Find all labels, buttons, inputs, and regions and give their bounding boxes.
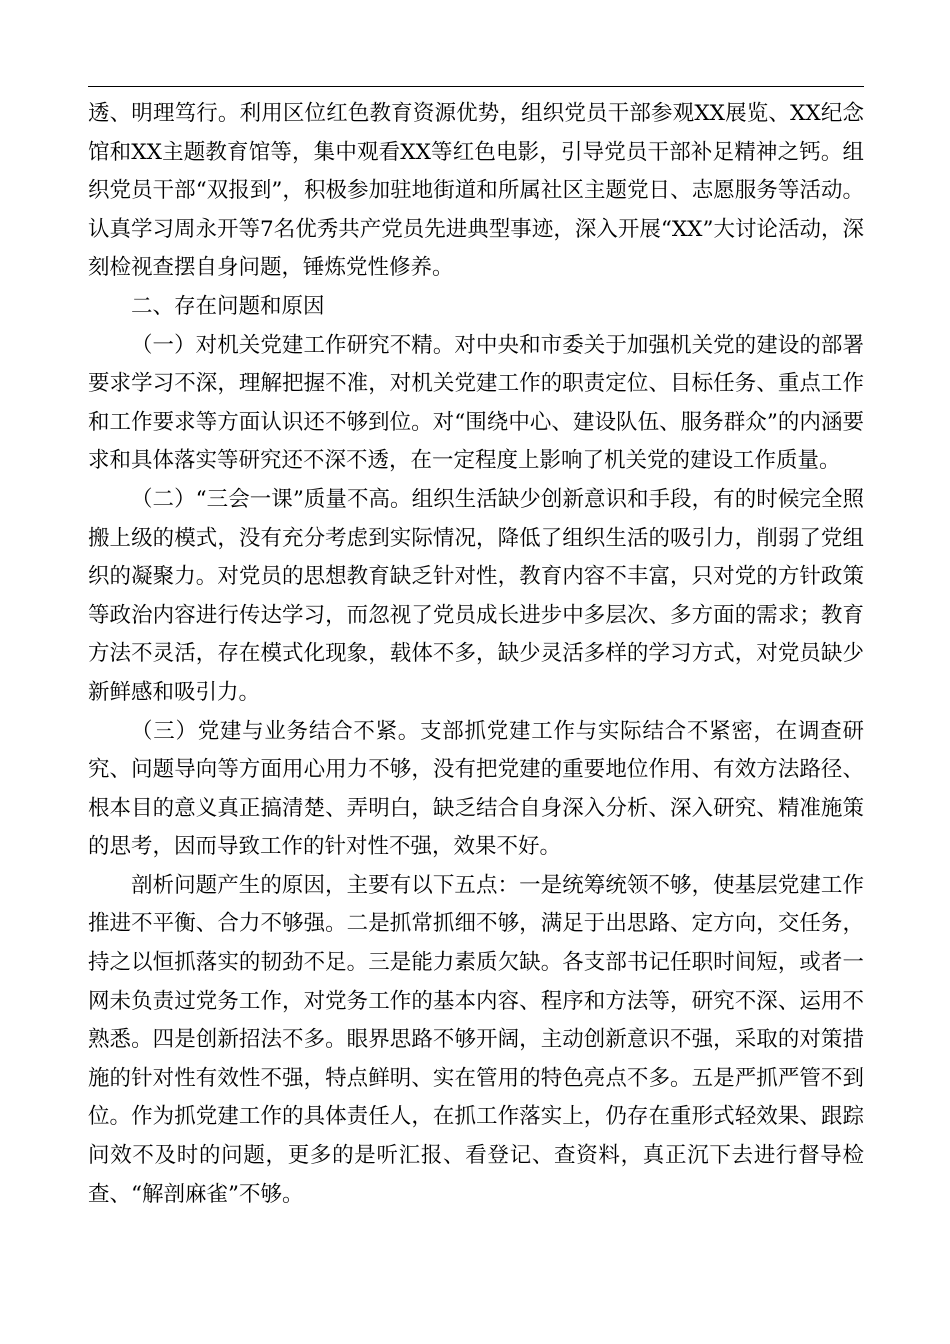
paragraph-problem-3: （三）党建与业务结合不紧。支部抓党建工作与实际结合不紧密，在调查研究、问题导向等方面用心用力不够，没有把党建的重要地位作用、有效方法路径、根本目的意义真正搞清楚、弄明白，缺乏结合自身深入分析、深入研究、精准施策的思考，因而导致工作的针对性不强，效果不好。 xyxy=(88,718,864,860)
paragraph-problem-2: （二）“三会一课”质量不高。组织生活缺少创新意识和手段，有的时候完全照搬上级的模式，没有充分考虑到实际情况，降低了组织生活的吸引力，削弱了党组织的凝聚力。对党员的思想教育缺乏针对性，教育内容不丰富，只对党的方针政策等政治内容进行传达学习，而忽视了党员成长进步中多层次、多方面的需求；教育方法不灵活，存在模式化现象，载体不多，缺少灵活多样的学习方式，对党员缺少新鲜感和吸引力。 xyxy=(88,486,864,705)
document-body xyxy=(88,95,864,1214)
paragraph-problem-1: （一）对机关党建工作研究不精。对中央和市委关于加强机关党的建设的部署要求学习不深，理解把握不准，对机关党建工作的职责定位、目标任务、重点工作和工作要求等方面认识还不够到位。对“围绕中心、建设队伍、服务群众”的内涵要求和具体落实等研究还不深不透，在一定程度上影响了机关党的建设工作质量。 xyxy=(88,332,864,474)
paragraph-continuation: 透、明理笃行。利用区位红色教育资源优势，组织党员干部参观XX展览、XX纪念馆和XX主题教育馆等，集中观看XX等红色电影，引导党员干部补足精神之钙。组织党员干部“双报到”，积极参加驻地街道和所属社区主题党日、志愿服务等活动。认真学习周永开等7名优秀共产党员先进典型事迹，深入开展“XX”大讨论活动，深刻检视查摆自身问题，锤炼党性修养。 xyxy=(88,101,864,281)
paragraph-cause-analysis: 剖析问题产生的原因，主要有以下五点：一是统筹统领不够，使基层党建工作推进不平衡、合力不够强。二是抓常抓细不够，满足于出思路、定方向，交任务，持之以恒抓落实的韧劲不足。三是能力素质欠缺。各支部书记任职时间短，或者一网未负责过党务工作，对党务工作的基本内容、程序和方法等，研究不深、运用不熟悉。四是创新招法不多。眼界思路不够开阔，主动创新意识不强，采取的对策措施的针对性有效性不强，特点鲜明、实在管用的特色亮点不多。五是严抓严管不到位。作为抓党建工作的具体责任人，在抓工作落实上，仍存在重形式轻效果、跟踪问效不及时的问题，更多的是听汇报、看登记、查资料，真正沉下去进行督导检查、“解剖麻雀”不够。 xyxy=(88,872,864,1207)
header-rule xyxy=(88,86,864,87)
section-heading: 二、存在问题和原因 xyxy=(131,293,325,319)
